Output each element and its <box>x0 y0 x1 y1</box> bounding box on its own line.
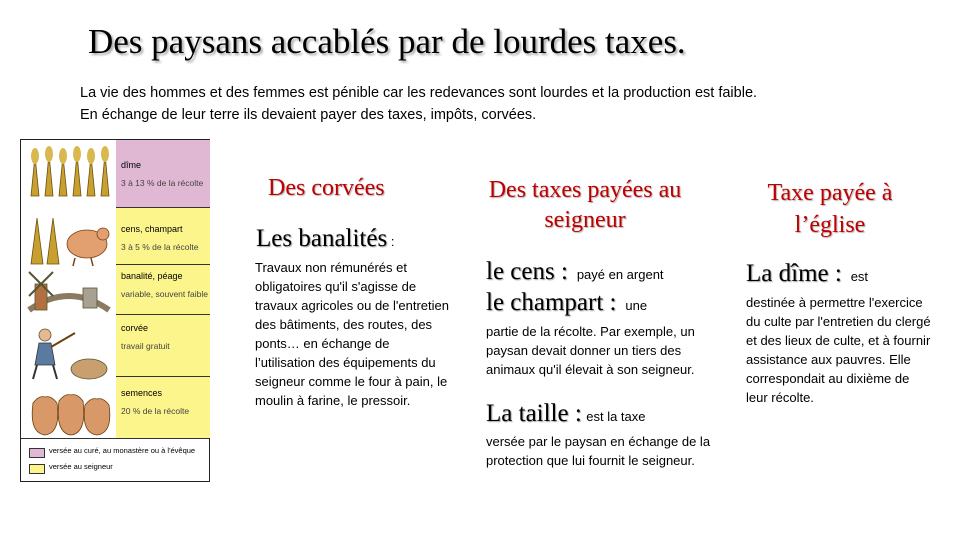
intro-line-2: En échange de leur terre ils devaient payer des taxes, impôts, corvées. <box>80 107 537 123</box>
fig-detail-dime: 3 à 13 % de la récolte <box>121 178 204 188</box>
term-banalites: Les banalités <box>256 225 388 252</box>
taille-description: versée par le paysan en échange de la protection que lui fournit le seigneur. <box>486 434 711 468</box>
peasant-worker-icon <box>25 325 113 383</box>
fig-detail-cens: 3 à 5 % de la récolte <box>121 242 199 252</box>
legend-text-yellow: versée au seigneur <box>49 462 113 471</box>
legend-text-pink: versée au curé, au monastère ou à l'évêque <box>49 446 196 455</box>
fig-detail-banalite: variable, souvent faible <box>121 289 208 299</box>
taille-line <box>486 400 646 428</box>
term-taille: La taille : <box>486 400 582 427</box>
fig-detail-semences: 20 % de la récolte <box>121 406 190 416</box>
legend-swatch-yellow <box>29 464 45 474</box>
champart-description: partie de la récolte. Par exemple, un paysan devait donner un tiers des animaux qu'il élevait à son seigneur. <box>486 324 695 377</box>
windmill-bridge-icon <box>25 270 113 320</box>
fig-divider <box>116 264 210 265</box>
wheat-sheaves-icon <box>25 146 113 204</box>
cens-line <box>486 258 664 286</box>
cens-text: payé en argent <box>576 267 664 282</box>
intro-line-1: La vie des hommes et des femmes est pénible car les redevances sont lourdes et la production est faible. <box>80 85 758 101</box>
fig-divider <box>116 314 210 315</box>
taille-text: est la taxe <box>586 409 646 424</box>
banalites-description: Travaux non rémunérés et obligatoires qu'il s'agisse de travaux agricoles ou de l'entretien des bâtiments, des routes, des ponts… en échange de l’utilisation des équipements du seigneur comme le four à pain, le moulin à farine, le pressoir. <box>255 260 449 408</box>
tax-infographic <box>20 139 210 482</box>
fig-label-banalite: banalité, péage <box>121 271 183 281</box>
dime-text: est <box>850 269 869 284</box>
fig-divider <box>116 207 210 208</box>
term-banalites-suffix: : <box>387 234 395 249</box>
term-banalites-line <box>256 225 394 253</box>
fig-label-cens: cens, champart <box>121 224 183 234</box>
heading-taxes-seigneur: Des taxes payées au seigneur <box>488 177 682 233</box>
intro-text <box>80 82 757 126</box>
fig-label-semences: semences <box>121 388 163 398</box>
heading-corvees: Des corvées <box>268 175 385 201</box>
fig-label-dime: dîme <box>121 160 142 170</box>
legend-swatch-pink <box>29 448 45 458</box>
fig-divider <box>21 438 209 439</box>
dime-description: destinée à permettre l'exercice du culte par l'entretien du clergé et des lieux de culte, et à fournir assistance aux pauvres. Elle correspondait au dixième de leur récolte. <box>746 295 931 405</box>
heading-taxe-eglise: Taxe payée à l’église <box>767 180 893 238</box>
wheat-and-poultry-icon <box>25 212 113 270</box>
dime-line <box>746 260 868 288</box>
grain-sacks-icon <box>25 383 113 438</box>
dime-band <box>116 140 210 207</box>
fig-detail-corvee: travail gratuit <box>121 341 170 351</box>
page-title: Des paysans accablés par de lourdes taxes. <box>88 22 686 61</box>
term-cens: le cens : <box>486 258 568 285</box>
fig-divider <box>116 376 210 377</box>
champart-line <box>486 289 647 317</box>
term-dime: La dîme : <box>746 260 842 287</box>
fig-label-corvee: corvée <box>121 323 149 333</box>
champart-text: une <box>625 298 648 313</box>
term-champart: le champart : <box>486 289 617 316</box>
